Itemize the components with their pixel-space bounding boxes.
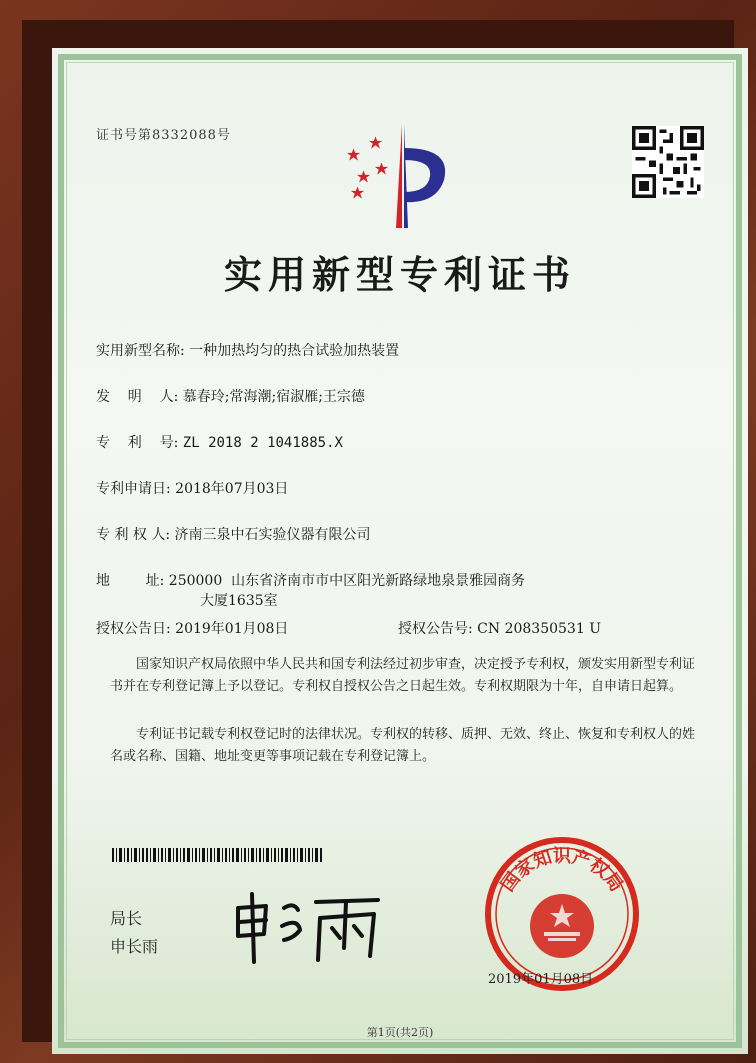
patent-holder-label: 专 利 权 人: bbox=[96, 527, 171, 543]
patent-number-row bbox=[96, 432, 343, 452]
barcode bbox=[112, 848, 322, 862]
grant-date-value: 2019年01月08日 bbox=[175, 621, 289, 637]
application-date-value: 2018年07月03日 bbox=[175, 481, 289, 497]
grant-date-row bbox=[96, 618, 288, 638]
address-value-line1: 250000 山东省济南市市中区阳光新路绿地泉景雅园商务 bbox=[168, 573, 526, 589]
frame-inner bbox=[22, 20, 734, 1042]
patent-number-value: ZL 2018 2 1041885.X bbox=[182, 435, 343, 451]
qr-code bbox=[632, 126, 704, 198]
director-name: 申长雨 bbox=[110, 937, 159, 956]
director-title: 局长 bbox=[110, 909, 143, 928]
seal-text: 国家知识产权局 bbox=[497, 846, 627, 896]
certificate-paper bbox=[52, 48, 748, 1054]
paragraph-legal-status: 专利证书记载专利权登记时的法律状况。专利权的转移、质押、无效、终止、恢复和专利权人的姓名或名称、国籍、地址变更等事项记载在专利登记簿上。 bbox=[110, 727, 696, 764]
paragraph-grant-notice: 国家知识产权局依照中华人民共和国专利法经过初步审查，决定授予专利权，颁发实用新型专利证书并在专利登记簿上予以登记。专利权自授权公告之日起生效。专利权期限为十年，自申请日起算。 bbox=[110, 657, 696, 694]
patent-number-label: 专 利 号: bbox=[96, 435, 179, 451]
grant-number-value: CN 208350531 U bbox=[477, 621, 601, 637]
application-date-row bbox=[96, 478, 288, 498]
address-row bbox=[96, 570, 525, 590]
patent-office-logo bbox=[340, 118, 460, 238]
patent-holder-row bbox=[96, 524, 371, 544]
utility-name-value: 一种加热均匀的热合试验加热装置 bbox=[189, 343, 400, 359]
certificate-title: 实用新型专利证书 bbox=[223, 252, 576, 297]
application-date-label: 专利申请日: bbox=[96, 481, 171, 497]
certificate-number: 证书号第8332088号 bbox=[96, 128, 231, 143]
inventor-row bbox=[96, 386, 365, 406]
grant-date-label: 授权公告日: bbox=[96, 621, 171, 637]
patent-holder-value: 济南三泉中石实验仪器有限公司 bbox=[174, 527, 371, 543]
grant-number-label: 授权公告号: bbox=[398, 621, 473, 637]
address-label: 地 址: bbox=[96, 573, 165, 589]
seal-date: 2019年01月08日 bbox=[488, 972, 594, 987]
inventor-value: 慕春玲;常海潮;宿淑雁;王宗德 bbox=[182, 389, 365, 405]
page-footer: 第1页(共2页) bbox=[366, 1026, 434, 1039]
grant-number-row bbox=[398, 618, 601, 638]
director-signature bbox=[228, 888, 388, 968]
address-value-line2: 大厦1635室 bbox=[200, 593, 278, 609]
inventor-label: 发 明 人: bbox=[96, 389, 179, 405]
utility-name-row bbox=[96, 340, 399, 360]
utility-name-label: 实用新型名称: bbox=[96, 343, 185, 359]
